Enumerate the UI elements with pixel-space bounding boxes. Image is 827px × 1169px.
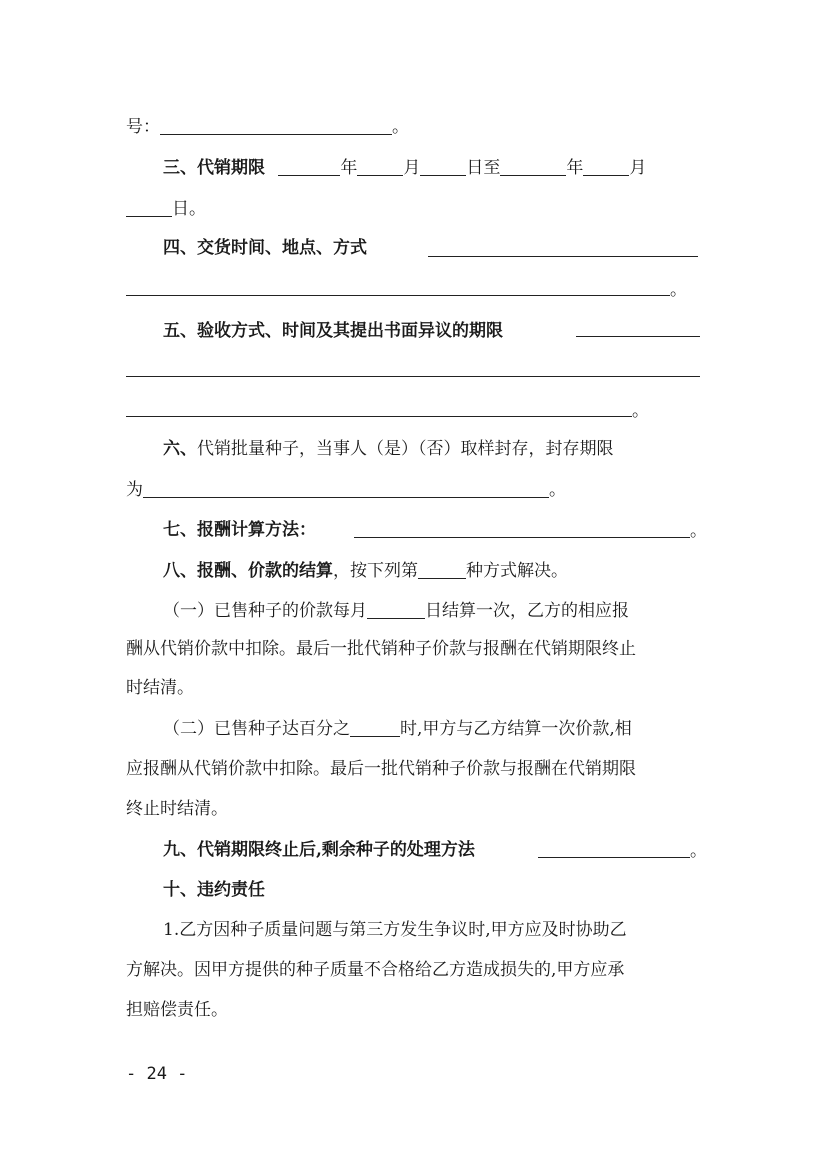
option-1-line-3: 时结清。 [126, 678, 194, 698]
end-month-blank [583, 157, 629, 176]
item-4-heading: 四、交货时间、地点、方式 [163, 238, 367, 258]
end-year-label: 年 [566, 158, 584, 178]
item-8-heading: 八、报酬、价款的结算 [163, 561, 333, 581]
item-5-end: 。 [632, 401, 649, 421]
option-1-line-2: 酬从代销价款中扣除。最后一批代销种子价款与报酬在代销期限终止 [126, 639, 636, 659]
item-5-blank-3 [126, 416, 632, 417]
item-7-blank [354, 537, 690, 538]
option-1-text-a: （一）已售种子的价款每月 [163, 601, 367, 621]
item-8-text-a: ，按下列第 [333, 561, 418, 581]
end-year-blank [500, 157, 566, 176]
item-6-line-1 [163, 437, 614, 461]
item-6-cont: 为 [126, 480, 143, 500]
clause-1-line-2: 方解决。因甲方提供的种子质量不合格给乙方造成损失的,甲方应承 [126, 960, 625, 980]
item-8-line [163, 559, 568, 583]
clause-1-line-1: 1.乙方因种子质量问题与第三方发生争议时,甲方应及时协助乙 [163, 920, 627, 940]
start-year-blank [278, 157, 340, 176]
start-day-label: 日至 [466, 158, 501, 178]
item-5-blank [576, 336, 700, 337]
item-9-end: 。 [690, 841, 707, 861]
end-day-label: 日。 [172, 199, 206, 219]
number-prefix: 号： [126, 117, 160, 137]
item-5-heading: 五、验收方式、时间及其提出书面异议的期限 [163, 321, 503, 341]
item-6-text: 代销批量种子，当事人（是）（否）取样封存，封存期限 [197, 439, 614, 459]
item-6-blank [143, 479, 549, 498]
option-1-blank [367, 600, 425, 619]
item-3-heading: 三、代销期限 [163, 158, 265, 178]
item-9-heading: 九、代销期限终止后,剩余种子的处理方法 [163, 840, 475, 860]
end-day-blank [126, 198, 172, 217]
item-4-end: 。 [670, 280, 687, 300]
option-1-text-b: 日结算一次，乙方的相应报 [425, 601, 629, 621]
number-blank [160, 116, 392, 135]
clause-1-line-3: 担赔偿责任。 [126, 1000, 228, 1020]
item-4-blank [428, 256, 698, 257]
item-7-heading: 七、报酬计算方法： [163, 520, 316, 540]
number-suffix: 。 [392, 117, 409, 137]
option-2-blank [350, 718, 400, 737]
item-9-blank [538, 857, 690, 858]
line-number-field [126, 115, 409, 139]
item-4-blank-2 [126, 295, 670, 296]
item-7-end: 。 [690, 521, 707, 541]
start-year-label: 年 [340, 158, 358, 178]
item-6-label: 六、 [163, 439, 197, 459]
item-3-period [163, 156, 646, 180]
page-number: - 24 - [126, 1064, 188, 1084]
option-2-text-a: （二）已售种子达百分之 [163, 719, 350, 739]
option-2-text-b: 时,甲方与乙方结算一次价款,相 [400, 719, 632, 739]
end-month-label: 月 [629, 158, 647, 178]
item-10-heading: 十、违约责任 [163, 880, 265, 900]
start-month-blank [357, 157, 403, 176]
item-3-period-cont [126, 197, 206, 221]
option-2-line-3: 终止时结清。 [126, 799, 228, 819]
start-day-blank [420, 157, 466, 176]
item-8-text-b: 种方式解决。 [466, 561, 568, 581]
item-6-end: 。 [549, 480, 566, 500]
start-month-label: 月 [403, 158, 421, 178]
option-2-line-2: 应报酬从代销价款中扣除。最后一批代销种子价款与报酬在代销期限 [126, 759, 636, 779]
option-2-line-1 [163, 717, 632, 741]
item-6-line-2 [126, 478, 566, 502]
item-5-blank-2 [126, 376, 700, 377]
item-8-blank [418, 560, 466, 579]
option-1-line-1 [163, 599, 629, 623]
